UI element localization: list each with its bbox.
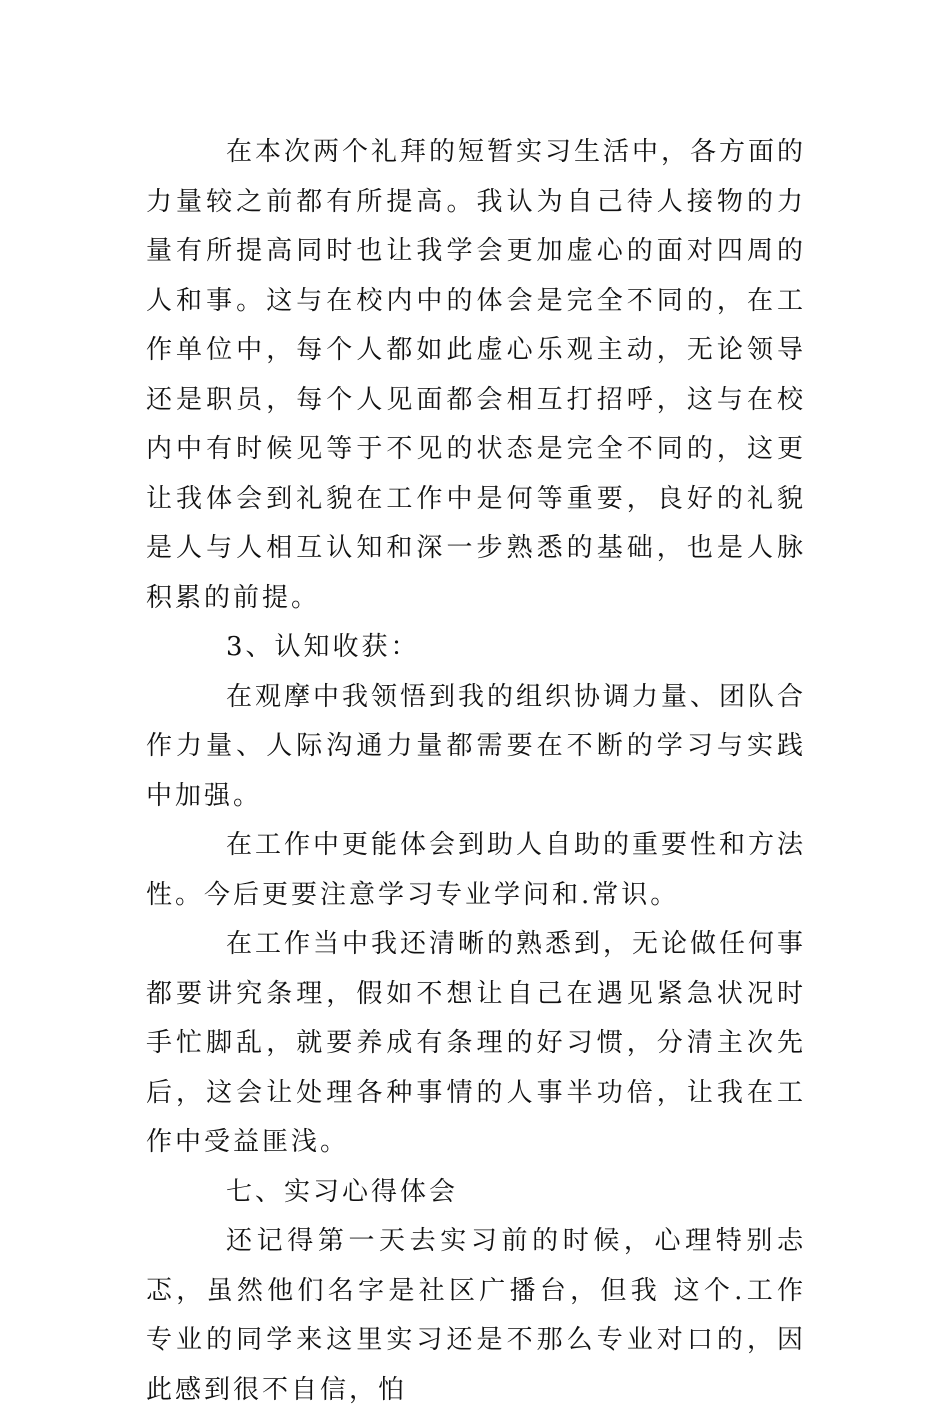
paragraph-etiquette: 在本次两个礼拜的短暂实习生活中，各方面的力量较之前都有所提高。我认为自己待人接物的力量有所提高同时也让我学会更加虚心的面对四周的人和事。这与在校内中的体会是完全不同的，在工作单位中，每个人都如此虚心乐观主动，无论领导还是职员，每个人见面都会相互打招呼，这与在校内中有时候见等于不见的状态是完全不同的，这更让我体会到礼貌在工作中是何等重要，良好的礼貌是人与人相互认知和深一步熟悉的基础，也是人脉积累的前提。: [146, 137, 807, 613]
paragraph-abilities: 在观摩中我领悟到我的组织协调力量、团队合作力量、人际沟通力量都需要在不断的学习与实践中加强。: [146, 681, 807, 811]
heading-internship-reflections: 七、实习心得体会: [226, 1176, 459, 1207]
paragraph-helping-others: 在工作中更能体会到助人自助的重要性和方法性。今后更要注意学习专业学问和.常识。: [146, 830, 807, 910]
heading-cognitive-gains: 3、认知收获：: [226, 632, 420, 662]
paragraph-organization: 在工作当中我还清晰的熟悉到，无论做任何事都要讲究条理，假如不想让自己在遇见紧急状况时手忙脚乱，就要养成有条理的好习惯，分清主次先后，这会让处理各种事情的人事半功倍，让我在工作中受益匪浅。: [146, 929, 807, 1157]
document-body: [146, 128, 806, 1415]
paragraph-first-day: 还记得第一天去实习前的时候，心理特别忐忑，虽然他们名字是社区广播台，但我 这个.工作专业的同学来这里实习还是不那么专业对口的，因此感到很不自信，怕: [146, 1226, 806, 1405]
